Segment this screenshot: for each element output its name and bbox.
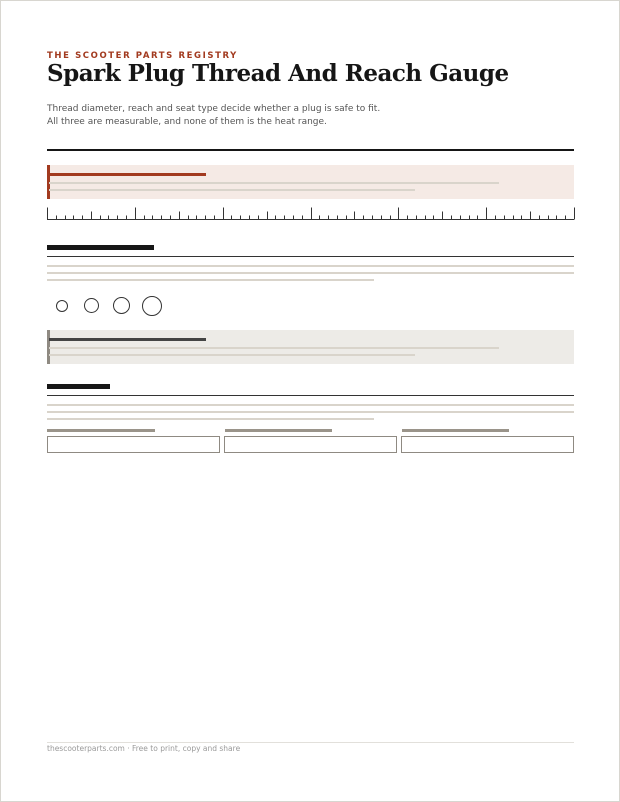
- callout-text-placeholder: [49, 354, 415, 356]
- registry-kicker: THE SCOOTER PARTS REGISTRY: [47, 51, 238, 61]
- footer-text: thescooterparts.com · Free to print, copy and share: [47, 744, 241, 753]
- measurement-ruler: [47, 205, 575, 221]
- thread-size-circle: [56, 300, 68, 312]
- callout-block-grey: [47, 330, 574, 364]
- section-heading-placeholder: [47, 245, 154, 250]
- thread-size-circle: [113, 297, 130, 314]
- footer-divider: [47, 742, 574, 743]
- entry-field[interactable]: [401, 436, 574, 453]
- field-label-placeholder: [47, 429, 155, 432]
- callout-text-placeholder: [49, 182, 499, 184]
- intro-text: [47, 103, 380, 129]
- body-text-placeholder: [47, 272, 574, 274]
- intro-line: Thread diameter, reach and seat type decide whether a plug is safe to fit.: [47, 104, 381, 114]
- intro-line: All three are measurable, and none of them is the heat range.: [47, 117, 327, 127]
- entry-field[interactable]: [47, 436, 220, 453]
- body-text-placeholder: [47, 404, 574, 406]
- section-heading-placeholder: [47, 384, 110, 389]
- field-label-placeholder: [402, 429, 509, 432]
- section-divider: [47, 395, 574, 396]
- thread-size-circle: [142, 296, 162, 316]
- callout-heading-placeholder: [49, 173, 206, 176]
- section-divider: [47, 256, 574, 257]
- body-text-placeholder: [47, 279, 374, 281]
- callout-block-warm: [47, 165, 574, 199]
- header-divider: [47, 149, 574, 151]
- entry-field[interactable]: [224, 436, 397, 453]
- callout-heading-placeholder: [49, 338, 206, 341]
- callout-text-placeholder: [49, 189, 415, 191]
- body-text-placeholder: [47, 265, 574, 267]
- callout-text-placeholder: [49, 347, 499, 349]
- body-text-placeholder: [47, 411, 574, 413]
- page-title: Spark Plug Thread And Reach Gauge: [47, 60, 509, 87]
- field-label-placeholder: [225, 429, 332, 432]
- body-text-placeholder: [47, 418, 374, 420]
- thread-size-circle: [84, 298, 99, 313]
